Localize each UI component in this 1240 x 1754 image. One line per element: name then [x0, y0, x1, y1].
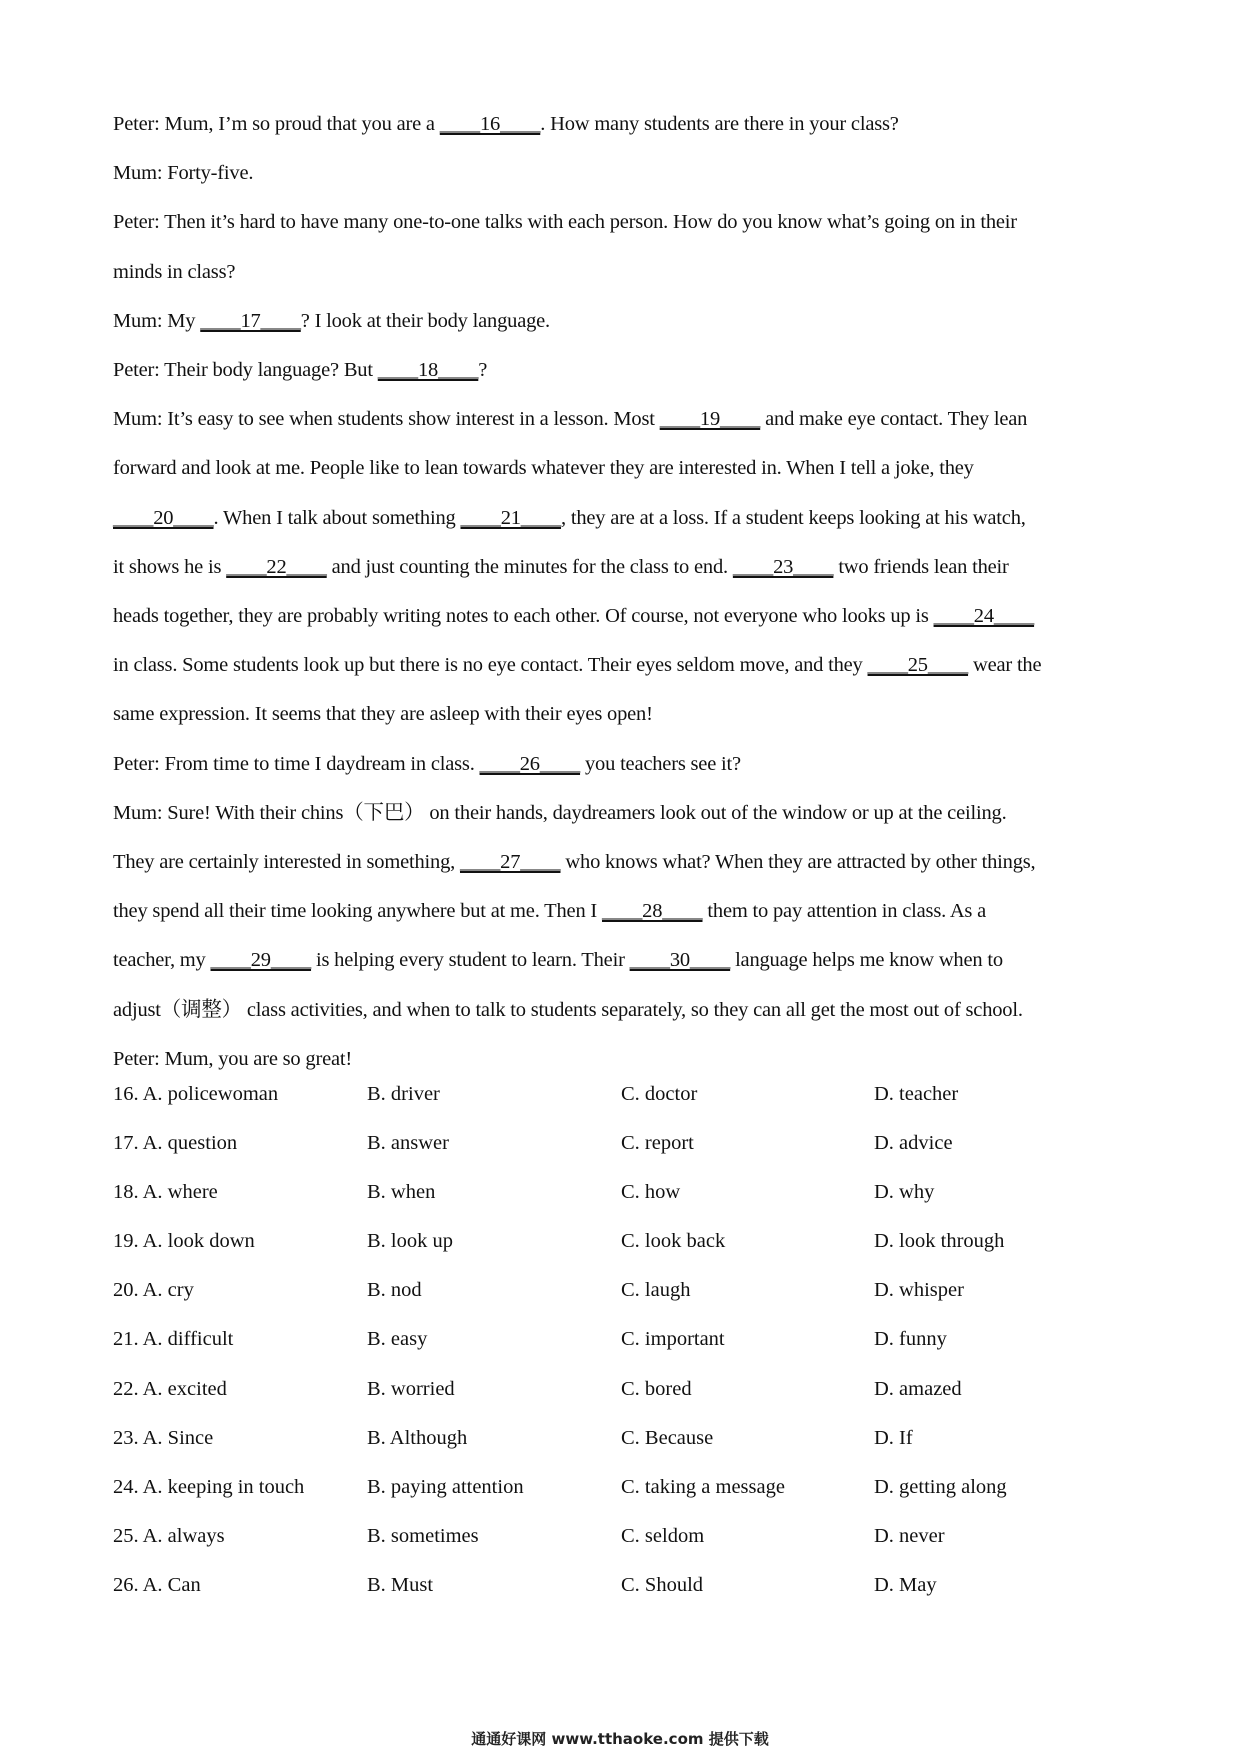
passage-text: Mum: It’s easy to see when students show interest in a lesson. Most — [113, 408, 660, 431]
option-choice: C. how — [621, 1181, 681, 1204]
passage-line — [113, 100, 1133, 149]
answer-blank: ____24____ — [933, 605, 1035, 628]
passage-text: Mum: Sure! With their chins（下巴） on their hands, daydreamers look out of the window or up at the ceiling. — [113, 801, 1007, 824]
question-options-row — [113, 1217, 1133, 1266]
question-options-row — [113, 1315, 1133, 1364]
answer-blank: ____23____ — [732, 555, 834, 578]
option-choice: 23. A. Since — [113, 1426, 214, 1449]
option-choice: D. teacher — [874, 1083, 959, 1105]
question-options-row — [113, 1512, 1133, 1561]
passage-text: . When I talk about something — [213, 506, 461, 529]
option-choice: C. doctor — [621, 1083, 698, 1105]
answer-blank: ____25____ — [867, 654, 969, 677]
option-choice: C. Because — [621, 1426, 714, 1449]
answer-options — [113, 1070, 1133, 1610]
option-choice: 24. A. keeping in touch — [113, 1475, 305, 1498]
passage-line — [113, 641, 1133, 690]
option-choice: C. important — [621, 1328, 725, 1351]
answer-blank: ____18____ — [377, 359, 479, 382]
passage-text: is helping every student to learn. Their — [311, 949, 630, 972]
passage — [113, 100, 1133, 1084]
option-choice: C. bored — [621, 1377, 692, 1400]
passage-text: Peter: Mum, I’m so proud that you are a — [113, 113, 440, 135]
option-choice: D. If — [874, 1426, 913, 1449]
passage-line — [113, 198, 1133, 247]
passage-line — [113, 936, 1133, 985]
option-choice: D. May — [874, 1573, 937, 1596]
passage-text: and make eye contact. They lean — [760, 408, 1028, 431]
passage-text: . How many students are there in your class? — [540, 113, 899, 135]
passage-line — [113, 444, 1133, 493]
passage-text: two friends lean their — [833, 555, 1009, 578]
passage-line — [113, 986, 1133, 1035]
passage-line — [113, 248, 1133, 297]
answer-blank: ____16____ — [439, 113, 541, 135]
option-choice: B. paying attention — [367, 1475, 524, 1498]
passage-text: and just counting the minutes for the class to end. — [326, 555, 733, 578]
passage-text: Peter: Then it’s hard to have many one-to-one talks with each person. How do you know what’s going on in their — [113, 211, 1017, 234]
passage-text: Mum: My — [113, 309, 201, 332]
passage-text: it shows he is — [113, 555, 227, 578]
answer-blank: ____19____ — [659, 408, 761, 431]
passage-text: Peter: Their body language? But — [113, 359, 378, 382]
option-choice: 17. A. question — [113, 1132, 238, 1155]
passage-line — [113, 297, 1133, 346]
page-footer: 通通好课网 www.tthaoke.com 提供下载 — [471, 1730, 769, 1748]
option-choice: B. sometimes — [367, 1524, 479, 1547]
answer-blank: ____30____ — [629, 949, 731, 972]
passage-line — [113, 789, 1133, 838]
question-options-row — [113, 1119, 1133, 1168]
question-options-row — [113, 1463, 1133, 1512]
passage-text: in class. Some students look up but there is no eye contact. Their eyes seldom move, and they — [113, 654, 868, 677]
option-choice: D. advice — [874, 1132, 953, 1155]
option-choice: C. Should — [621, 1573, 704, 1596]
option-choice: C. seldom — [621, 1524, 705, 1547]
option-choice: D. never — [874, 1524, 945, 1547]
option-choice: D. why — [874, 1181, 935, 1204]
passage-text: same expression. It seems that they are asleep with their eyes open! — [113, 703, 653, 726]
option-choice: D. getting along — [874, 1475, 1007, 1498]
passage-line — [113, 494, 1133, 543]
passage-text: They are certainly interested in something, — [113, 851, 460, 874]
option-choice: D. whisper — [874, 1279, 964, 1302]
option-choice: 26. A. Can — [113, 1573, 201, 1596]
option-choice: 20. A. cry — [113, 1279, 194, 1302]
option-choice: B. answer — [367, 1132, 449, 1155]
option-choice: B. when — [367, 1181, 436, 1204]
passage-line — [113, 592, 1133, 641]
option-choice: C. taking a message — [621, 1475, 785, 1498]
passage-text: , they are at a loss. If a student keeps looking at his watch, — [561, 506, 1026, 529]
option-choice: D. amazed — [874, 1377, 962, 1400]
question-options-row — [113, 1168, 1133, 1217]
question-options-row — [113, 1266, 1133, 1315]
option-choice: B. Although — [367, 1426, 468, 1449]
passage-text: ? — [478, 359, 488, 382]
option-choice: 21. A. difficult — [113, 1328, 234, 1351]
option-choice: D. funny — [874, 1328, 947, 1351]
option-choice: 18. A. where — [113, 1181, 218, 1204]
answer-blank: ____26____ — [479, 752, 581, 775]
passage-text: Peter: From time to time I daydream in class. — [113, 752, 480, 775]
option-choice: C. laugh — [621, 1279, 691, 1302]
passage-text: forward and look at me. People like to lean towards whatever they are interested in. When I tell a joke, they — [113, 457, 974, 480]
option-choice: B. nod — [367, 1279, 422, 1302]
answer-blank: ____17____ — [200, 309, 301, 332]
passage-line — [113, 887, 1133, 936]
passage-text: teacher, my — [113, 949, 211, 972]
passage-text: you teachers see it? — [580, 752, 741, 775]
question-options-row — [113, 1365, 1133, 1414]
passage-text: Peter: Mum, you are so great! — [113, 1047, 352, 1070]
question-options-row — [113, 1414, 1133, 1463]
option-choice: 16. A. policewoman — [113, 1083, 279, 1105]
answer-blank: ____28____ — [601, 900, 703, 923]
option-choice: C. report — [621, 1132, 694, 1155]
passage-line — [113, 838, 1133, 887]
option-choice: C. look back — [621, 1230, 726, 1253]
passage-text: heads together, they are probably writing notes to each other. Of course, not everyone who looks up is — [113, 605, 934, 628]
option-choice: 25. A. always — [113, 1524, 225, 1547]
option-choice: 22. A. excited — [113, 1377, 227, 1400]
option-choice: 19. A. look down — [113, 1230, 255, 1253]
option-choice: B. driver — [367, 1083, 440, 1105]
option-choice: B. Must — [367, 1573, 434, 1596]
passage-line — [113, 346, 1133, 395]
passage-text: adjust（调整） class activities, and when to talk to students separately, so they can all get the most out of school. — [113, 998, 1023, 1021]
passage-text: them to pay attention in class. As a — [702, 900, 987, 923]
question-options-row — [113, 1070, 1133, 1119]
passage-text: who knows what? When they are attracted by other things, — [560, 851, 1036, 874]
option-choice: B. easy — [367, 1328, 428, 1351]
answer-blank: ____27____ — [459, 851, 561, 874]
passage-text: they spend all their time looking anywhere but at me. Then I — [113, 900, 602, 923]
passage-text: wear the — [968, 654, 1042, 677]
passage-line — [113, 690, 1133, 739]
passage-text: language helps me know when to — [730, 949, 1003, 972]
option-choice: D. look through — [874, 1230, 1005, 1253]
passage-line — [113, 395, 1133, 444]
answer-blank: ____22____ — [226, 555, 327, 578]
passage-line — [113, 740, 1133, 789]
passage-text: ? I look at their body language. — [300, 309, 550, 332]
option-choice: B. worried — [367, 1377, 455, 1400]
answer-blank: ____20____ — [113, 506, 214, 529]
passage-text: Mum: Forty-five. — [113, 162, 254, 185]
passage-text: minds in class? — [113, 260, 236, 283]
answer-blank: ____29____ — [210, 949, 312, 972]
passage-line — [113, 543, 1133, 592]
passage-line — [113, 149, 1133, 198]
option-choice: B. look up — [367, 1230, 453, 1253]
answer-blank: ____21____ — [460, 506, 562, 529]
question-options-row — [113, 1561, 1133, 1610]
